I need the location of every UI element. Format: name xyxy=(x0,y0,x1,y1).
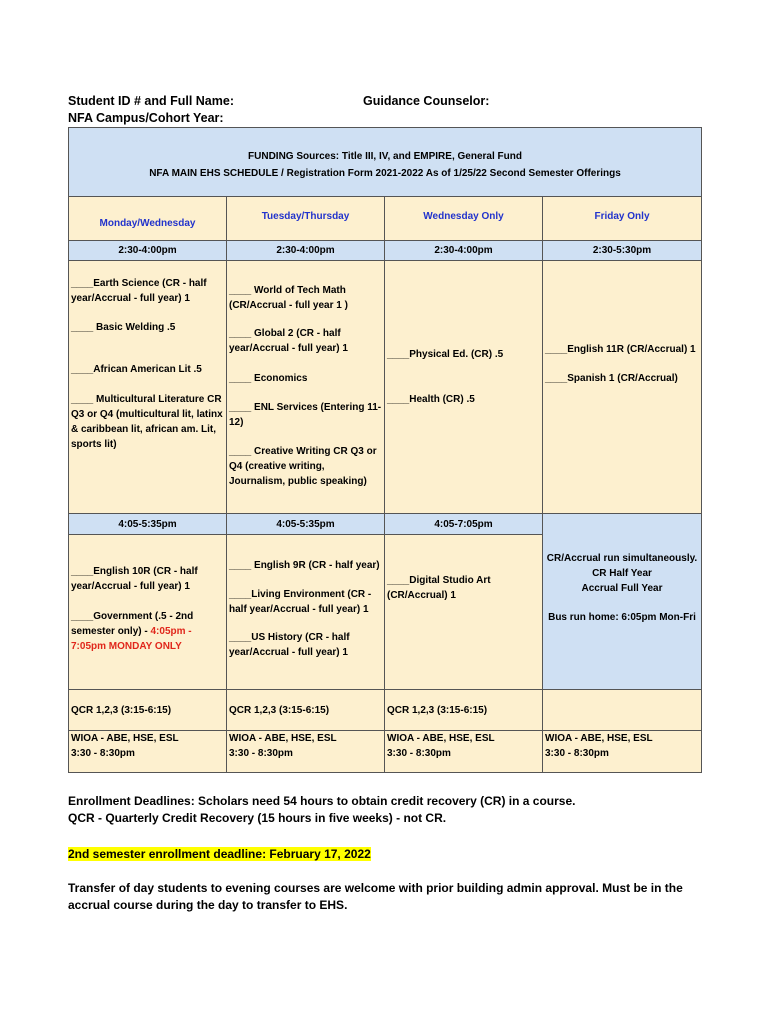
course-item: ____Living Environment (CR - half year/Accrual - full year) 1 xyxy=(229,589,372,615)
campus-cohort-label: NFA Campus/Cohort Year: xyxy=(68,111,224,125)
qcr-definition: QCR - Quarterly Credit Recovery (15 hours in five weeks) - not CR. xyxy=(68,811,447,825)
wioa-cell xyxy=(385,731,543,773)
afternoon-mw-cell xyxy=(69,261,227,514)
wioa-cell xyxy=(543,731,702,773)
student-id-label: Student ID # and Full Name: xyxy=(68,94,234,108)
course-item: ____English 10R (CR - half year/Accrual - full year) 1 xyxy=(71,566,198,592)
guidance-counselor-label: Guidance Counselor: xyxy=(363,94,490,108)
wioa-cell xyxy=(227,731,385,773)
course-item: ____US History (CR - half year/Accrual - full year) 1 xyxy=(229,632,350,658)
transfer-note: Transfer of day students to evening courses are welcome with prior building admin approval. Must be in the accrual course during the day to transfer to EHS. xyxy=(68,881,683,912)
fri-note: CR Half Year xyxy=(592,568,652,579)
government-course: ____Government (.5 - 2nd semester only) - xyxy=(71,611,194,637)
time-cell: 2:30-4:00pm xyxy=(227,241,385,261)
course-item: ____African American Lit .5 xyxy=(71,364,202,375)
course-item: ____English 11R (CR/Accrual) 1 xyxy=(545,344,696,355)
course-item: ____ English 9R (CR - half year) xyxy=(229,560,380,571)
wioa-programs: WIOA - ABE, HSE, ESL xyxy=(71,733,179,744)
course-item: ____ Economics xyxy=(229,373,308,384)
evening-tt-cell xyxy=(227,535,385,690)
qcr-cell: QCR 1,2,3 (3:15-6:15) xyxy=(69,690,227,731)
wioa-hours: 3:30 - 8:30pm xyxy=(545,748,609,759)
day-label: Friday Only xyxy=(594,211,650,222)
empty-cell xyxy=(543,690,702,731)
course-item: ____ Multicultural Literature CR Q3 or Q4 (multicultural lit, latinx & caribbean lit, african am. Lit, sports lit) xyxy=(71,394,223,450)
day-header-wed xyxy=(385,197,543,241)
course-item: ____Digital Studio Art (CR/Accrual) 1 xyxy=(387,575,491,601)
time-cell: 2:30-4:00pm xyxy=(385,241,543,261)
course-item: ____Health (CR) .5 xyxy=(387,394,475,405)
time-cell: 4:05-5:35pm xyxy=(69,514,227,535)
deadline-note xyxy=(68,846,371,863)
course-item: ____Earth Science (CR - half year/Accrual - full year) 1 xyxy=(71,278,207,304)
enrollment-deadlines: Enrollment Deadlines: Scholars need 54 hours to obtain credit recovery (CR) in a course. xyxy=(68,794,576,808)
day-header-fri xyxy=(543,197,702,241)
evening-wed-cell xyxy=(385,535,543,690)
fri-note: Accrual Full Year xyxy=(581,583,663,594)
funding-sources: FUNDING Sources: Title III, IV, and EMPIRE, General Fund xyxy=(248,151,522,162)
course-item: ____Spanish 1 (CR/Accrual) xyxy=(545,373,678,384)
time-cell: 4:05-7:05pm xyxy=(385,514,543,535)
wioa-programs: WIOA - ABE, HSE, ESL xyxy=(545,733,653,744)
course-item: ____ World of Tech Math (CR/Accrual - full year 1 ) xyxy=(229,285,348,311)
wioa-cell xyxy=(69,731,227,773)
qcr-cell: QCR 1,2,3 (3:15-6:15) xyxy=(227,690,385,731)
afternoon-fri-cell xyxy=(543,261,702,514)
wioa-hours: 3:30 - 8:30pm xyxy=(229,748,293,759)
qcr-cell: QCR 1,2,3 (3:15-6:15) xyxy=(385,690,543,731)
day-header-tt xyxy=(227,197,385,241)
course-item xyxy=(71,609,224,654)
time-cell: 2:30-5:30pm xyxy=(543,241,702,261)
course-item: ____ Basic Welding .5 xyxy=(71,322,176,333)
time-cell: 2:30-4:00pm xyxy=(69,241,227,261)
afternoon-tt-cell xyxy=(227,261,385,514)
monday-only-note: 4:05pm - 7:05pm MONDAY ONLY xyxy=(71,626,192,652)
day-label: Wednesday Only xyxy=(423,211,504,222)
day-label: Monday/Wednesday xyxy=(99,218,196,229)
time-cell: 4:05-5:35pm xyxy=(227,514,385,535)
fri-note: CR/Accrual run simultaneously. xyxy=(546,553,698,564)
wioa-hours: 3:30 - 8:30pm xyxy=(387,748,451,759)
day-header-mw xyxy=(69,197,227,241)
schedule-title: NFA MAIN EHS SCHEDULE / Registration Form 2021-2022 As of 1/25/22 Second Semester Offerings xyxy=(149,168,621,179)
day-label: Tuesday/Thursday xyxy=(261,211,350,222)
wioa-hours: 3:30 - 8:30pm xyxy=(71,748,135,759)
course-item: ____ ENL Services (Entering 11-12) xyxy=(229,402,382,428)
course-item: ____ Creative Writing CR Q3 or Q4 (creative writing, Journalism, public speaking) xyxy=(229,446,377,487)
afternoon-wed-cell xyxy=(385,261,543,514)
funding-header-cell xyxy=(69,128,702,197)
bus-note: Bus run home: 6:05pm Mon-Fri xyxy=(548,612,696,623)
schedule-table xyxy=(68,127,702,773)
wioa-programs: WIOA - ABE, HSE, ESL xyxy=(387,733,495,744)
evening-mw-cell xyxy=(69,535,227,690)
course-item: ____ Global 2 (CR - half year/Accrual - full year) 1 xyxy=(229,328,348,354)
evening-fri-cell xyxy=(543,514,702,690)
wioa-programs: WIOA - ABE, HSE, ESL xyxy=(229,733,337,744)
course-item: ____Physical Ed. (CR) .5 xyxy=(387,349,504,360)
deadline-highlight: 2nd semester enrollment deadline: February 17, 2022 xyxy=(68,847,371,861)
